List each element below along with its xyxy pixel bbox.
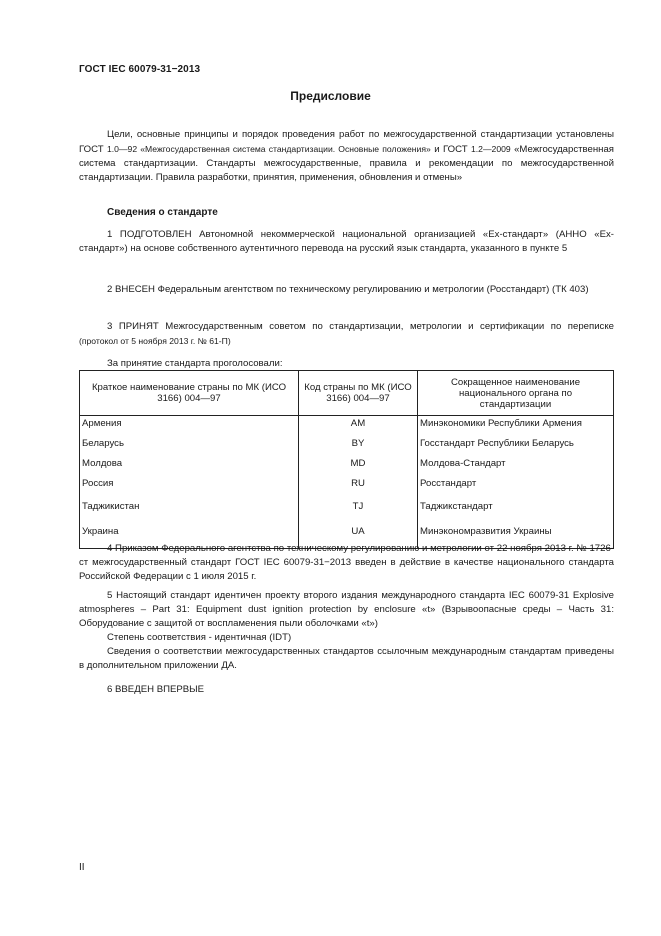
table-row: [80, 476, 614, 496]
header-country-name: Краткое наименование страны по МК (ИСО 3166) 004—97: [80, 371, 299, 416]
vote-caption: За принятие стандарта проголосовали:: [107, 358, 283, 369]
table-row: [80, 416, 614, 437]
intro-ref-2: 1.2—2009: [471, 144, 511, 154]
item-3-text: 3 ПРИНЯТ Межгосударственным советом по стандартизации, метрологии и сертификации по переписке: [107, 321, 614, 332]
item-1: [79, 228, 614, 256]
item-1-text: 1 ПОДГОТОВЛЕН Автономной некоммерческой национальной организацией «Ех-стандарт» (АННО «Ех-стандарт») на основе собственного аутентичного перевода на русский язык стандарта, указанного в пункте 5: [79, 229, 614, 254]
cell-code: TJ: [299, 496, 418, 521]
cell-body: Таджикстандарт: [418, 496, 614, 521]
cell-code: AM: [299, 416, 418, 437]
item-5-degree: Степень соответствия - идентичная (IDT): [107, 632, 292, 643]
document-code-header: ГОСТ IEC 60079-31−2013: [79, 64, 201, 75]
table-row: [80, 436, 614, 456]
item-5: [79, 589, 614, 631]
cell-country: Украина: [80, 521, 299, 549]
table-row: [80, 496, 614, 521]
cell-body: Молдова-Стандарт: [418, 456, 614, 476]
about-standard-heading: Сведения о стандарте: [107, 207, 218, 218]
item-2-text: 2 ВНЕСЕН Федеральным агентством по техническому регулированию и метрологии (Росстандарт) (ТК 403): [107, 284, 589, 295]
header-national-body: Сокращенное наименование национального органа по стандартизации: [418, 371, 614, 416]
intro-text-a: Цели, основные принципы и порядок проведения работ по межгосударственной стандартизации установлены ГОСТ: [79, 129, 614, 155]
item-5-text: 5 Настоящий стандарт идентичен проекту второго издания международного стандарта IEC 60079-31 Explosive atmospheres – Part 31: Equipment dust ignition protection by enclosure «t» (Взрывоопасные среды – Часть 31: Оборудование с защитой от воспламенения пыли оболочками «t»): [79, 590, 614, 629]
cell-code: MD: [299, 456, 418, 476]
item-3-protocol: (протокол от 5 ноября 2013 г. № 61-П): [79, 336, 231, 346]
header-country-code: Код страны по МК (ИСО 3166) 004—97: [299, 371, 418, 416]
item-6: 6 ВВЕДЕН ВПЕРВЫЕ: [107, 684, 205, 695]
cell-country: Беларусь: [80, 436, 299, 456]
intro-ref-1: 1.0—92 «Межгосударственная система стандартизации. Основные положения»: [107, 144, 431, 154]
item-4: [79, 542, 614, 584]
item-5-references: Сведения о соответствии межгосударственных стандартов ссылочным международным стандартам приведены в дополнительном приложении ДА.: [79, 646, 614, 671]
cell-code: UA: [299, 521, 418, 549]
cell-country: Армения: [80, 416, 299, 437]
cell-country: Россия: [80, 476, 299, 496]
item-4-text: 4 Приказом Федерального агентства по техническому регулированию и метрологии от 22 ноября 2013 г. № 1726-ст межгосударственный стандарт ГОСТ IEC 60079-31−2013 введен в действие в качестве национального стандарта Российской Федерации с 1 июля 2015 г.: [79, 543, 614, 582]
table-header-row: [80, 371, 614, 416]
page-title: Предисловие: [290, 89, 371, 103]
cell-country: Таджикистан: [80, 496, 299, 521]
page-number: II: [79, 862, 85, 873]
cell-body: Минэкономики Республики Армения: [418, 416, 614, 437]
cell-country: Молдова: [80, 456, 299, 476]
table-row: [80, 456, 614, 476]
item-2: [79, 283, 614, 297]
cell-code: BY: [299, 436, 418, 456]
intro-text-c: «Межгосударственная система стандартизации. Стандарты межгосударственные, правила и рекомендации по межгосударственной стандартизации. Правила разработки, принятия, применения, обновления и отмены»: [79, 144, 614, 183]
intro-text-b: и ГОСТ: [430, 144, 471, 155]
intro-paragraph: [79, 128, 614, 185]
cell-body: Минэкономразвития Украины: [418, 521, 614, 549]
voting-table: [79, 370, 614, 549]
cell-body: Госстандарт Республики Беларусь: [418, 436, 614, 456]
cell-code: RU: [299, 476, 418, 496]
item-3: [79, 320, 614, 349]
cell-body: Росстандарт: [418, 476, 614, 496]
